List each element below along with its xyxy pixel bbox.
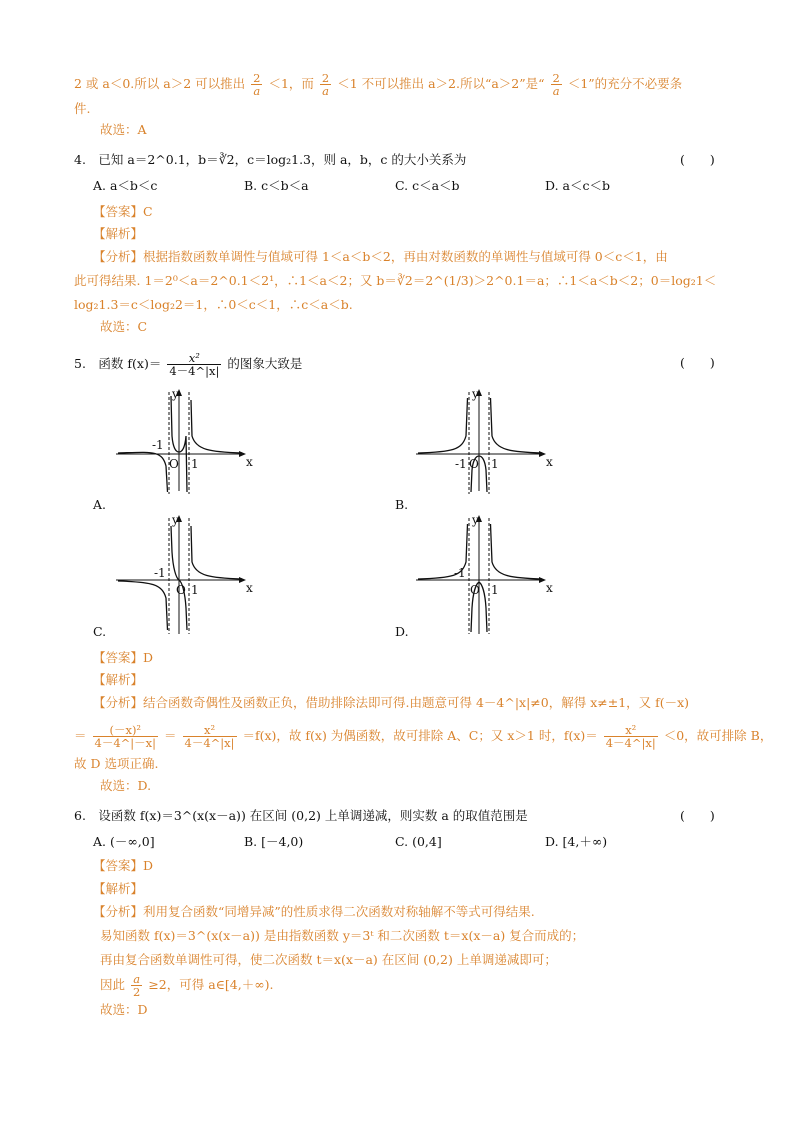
q5-analysis-1: 【分析】结合函数奇偶性及函数正负，借助排除法即可得.由题意可得 4－4^|x|≠0，解得 x≠±1，又 f(－x) (93, 695, 690, 710)
tick-neg-one: -1 (455, 457, 467, 471)
tick-pos-one: 1 (491, 583, 499, 597)
text-seg: ＜1”的充分不必要条 (567, 76, 683, 91)
q6-analysis-4 (100, 973, 273, 998)
text-seg: 因此 (100, 977, 126, 992)
frac-num: 2 (253, 71, 261, 85)
origin-label: O (169, 457, 179, 471)
q4-analysis-3: log₂1.3＝c＜log₂2＝1，∴0＜c＜1，∴c＜a＜b. (74, 297, 353, 312)
q5-analysis-title: 【解析】 (93, 672, 144, 687)
q4-choice: 故选：C (100, 319, 148, 334)
graph-b (412, 386, 552, 496)
frac-den: 4－4^|－x| (94, 736, 157, 750)
frac-den: 2 (133, 985, 141, 999)
q5-label-d: D. (395, 624, 409, 639)
fraction (604, 724, 658, 749)
prev-solution-line2: 件. (74, 101, 91, 116)
q4-option-b: B. c＜b＜a (244, 178, 309, 193)
text-seg: ＜1，而 (268, 76, 314, 91)
q6-stem: 6. 设函数 f(x)＝3^(x(x－a)) 在区间 (0,2) 上单调递减，则实数 a 的取值范围是 (74, 808, 528, 823)
prev-solution-line1 (74, 72, 682, 97)
axis-y-label: y (472, 513, 479, 527)
q5-analysis-3: 故 D 选项正确. (74, 756, 159, 771)
tick-neg-one: -1 (454, 566, 466, 580)
q5-choice: 故选：D. (100, 778, 152, 793)
frac-den: a (320, 84, 331, 97)
tick-neg-one: -1 (154, 566, 166, 580)
text-seg: ＝ (164, 728, 177, 743)
axis-y-label: y (472, 387, 479, 401)
axis-x-label: x (246, 581, 253, 595)
q4-option-c: C. c＜a＜b (395, 178, 460, 193)
fraction (93, 724, 159, 749)
q5-paren: ( ) (680, 355, 715, 370)
frac-den: 4－4^|x| (605, 736, 656, 750)
q6-analysis-3: 再由复合函数单调性可得，使二次函数 t＝x(x－a) 在区间 (0,2) 上单调递减即可； (100, 952, 557, 967)
axis-y-label: y (172, 513, 179, 527)
q4-stem: 4. 已知 a＝2^0.1，b＝∛2，c＝log₂1.3，则 a，b，c 的大小关系为 (74, 152, 467, 167)
tick-neg-one: -1 (152, 438, 164, 452)
text-seg: ≥2，可得 a∈[4,＋∞). (148, 977, 274, 992)
frac-num: x² (625, 723, 637, 737)
q6-analysis-1: 【分析】利用复合函数“同增异减”的性质求得二次函数对称轴解不等式可得结果. (93, 904, 535, 919)
graph-c (112, 512, 252, 637)
frac-den: a (551, 84, 562, 97)
tick-pos-one: 1 (191, 457, 199, 471)
text-seg: 2 或 a＜0.所以 a＞2 可以推出 (74, 76, 246, 91)
q4-option-d: D. a＜c＜b (545, 178, 610, 193)
text-seg: ＜1 不可以推出 a＞2.所以“a＞2”是“ (337, 76, 545, 91)
fraction (167, 352, 221, 377)
frac-num: a (133, 972, 141, 986)
q6-paren: ( ) (680, 808, 715, 823)
q5-label-b: B. (395, 497, 409, 512)
q6-answer: 【答案】D (93, 858, 154, 873)
frac-num: 2 (321, 71, 330, 85)
text-seg: ＝ (74, 728, 87, 743)
text-seg: 的图象大致是 (227, 356, 303, 371)
origin-label: O (469, 457, 479, 471)
q6-option-a: A. (－∞,0] (93, 834, 155, 849)
q6-analysis-title: 【解析】 (93, 881, 144, 896)
text-seg: ＝f(x)，故 f(x) 为偶函数，故可排除 A、C；又 x＞1 时，f(x)＝ (242, 728, 598, 743)
q6-choice: 故选：D (100, 1002, 148, 1017)
q6-option-b: B. [－4,0) (244, 834, 304, 849)
q4-paren: ( ) (680, 152, 715, 167)
tick-pos-one: 1 (491, 457, 499, 471)
frac-den: a (251, 84, 262, 97)
graph-d (412, 512, 552, 637)
origin-label: O (470, 583, 480, 597)
frac-num: 2 (552, 71, 560, 85)
axis-x-label: x (546, 455, 553, 469)
q6-option-d: D. [4,＋∞) (545, 834, 608, 849)
q4-answer: 【答案】C (93, 204, 153, 219)
frac-den: 4－4^|x| (184, 736, 235, 750)
graph-a (112, 386, 252, 496)
q4-option-a: A. a＜b＜c (93, 178, 158, 193)
q4-analysis-2: 此可得结果. 1＝2⁰＜a＝2^0.1＜2¹，∴1＜a＜2；又 b＝∛2＝2^(1/3)＞2^0.1＝a；∴1＜a＜b＜2；0＝log₂1＜ (74, 273, 717, 288)
q4-analysis-1: 【分析】根据指数函数单调性与值域可得 1＜a＜b＜2，再由对数函数的单调性与值域可得 0＜c＜1，由 (93, 249, 668, 264)
q5-label-a: A. (93, 497, 107, 512)
frac-num: x² (203, 723, 216, 737)
q5-stem (74, 352, 302, 377)
text-seg: ＜0，故可排除 B， (663, 728, 773, 743)
axis-x-label: x (546, 581, 553, 595)
text-seg: 5. 函数 f(x)＝ (74, 356, 162, 371)
q6-option-c: C. (0,4] (395, 834, 442, 849)
fraction (320, 72, 331, 97)
fraction (131, 973, 142, 998)
frac-den: 4－4^|x| (169, 364, 220, 378)
axis-y-label: y (172, 387, 179, 401)
origin-label: O (176, 583, 186, 597)
prev-choice: 故选：A (100, 122, 147, 137)
fraction (251, 72, 262, 97)
fraction (183, 724, 237, 749)
frac-num: x² (188, 351, 200, 365)
axis-x-label: x (246, 455, 253, 469)
q5-analysis-2 (74, 724, 772, 749)
tick-pos-one: 1 (191, 583, 199, 597)
frac-num: (－x)² (109, 723, 142, 737)
q5-label-c: C. (93, 624, 107, 639)
q4-analysis-title: 【解析】 (93, 226, 144, 241)
fraction (551, 72, 562, 97)
q5-answer: 【答案】D (93, 650, 154, 665)
q6-analysis-2: 易知函数 f(x)＝3^(x(x－a)) 是由指数函数 y＝3ᵗ 和二次函数 t＝x(x－a) 复合而成的； (100, 928, 585, 943)
